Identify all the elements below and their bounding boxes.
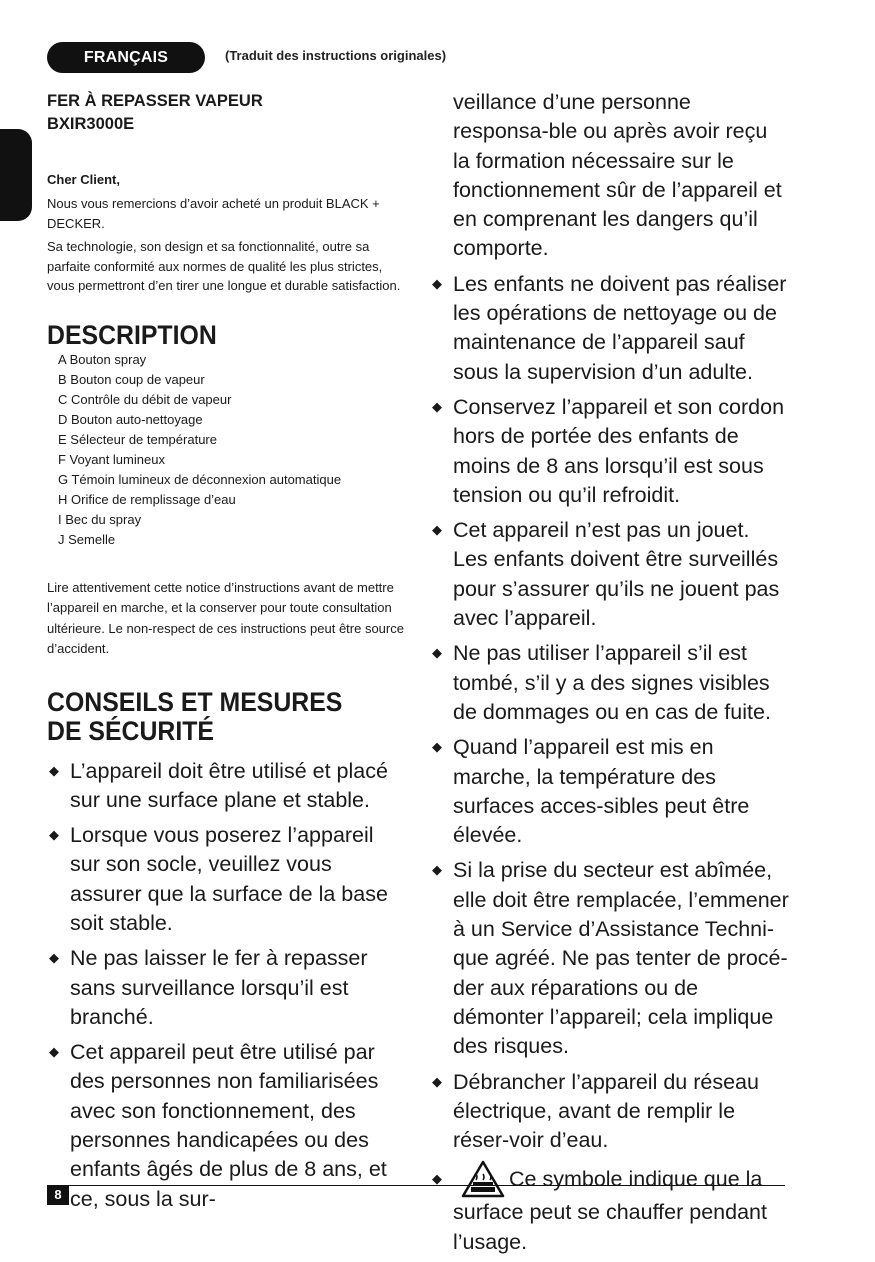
product-title: FER À REPASSER VAPEUR bbox=[47, 92, 263, 110]
description-item: A Bouton spray bbox=[58, 351, 147, 367]
language-label: FRANÇAIS bbox=[47, 42, 205, 73]
diamond-bullet-icon: ◆ bbox=[49, 950, 59, 966]
description-item: D Bouton auto-nettoyage bbox=[58, 411, 203, 427]
right-column bbox=[430, 88, 790, 1262]
safety-item: ◆ L’appareil doit être utilisé et placé sur une surface plane et stable. bbox=[47, 756, 407, 816]
diamond-bullet-icon: ◆ bbox=[49, 1044, 59, 1060]
diamond-bullet-icon: ◆ bbox=[432, 645, 442, 661]
description-item: I Bec du spray bbox=[58, 511, 142, 527]
safety-item-hot-surface: ◆ Ce symbole indique que la surface peut se chauffer pendant l’usage. bbox=[430, 1160, 790, 1257]
safety-item: ◆ Cet appareil n’est pas un jouet. Les enfants doivent être surveillés pour s’assurer qu’ils ne jouent pas avec l’appareil. bbox=[430, 515, 790, 633]
diamond-bullet-icon: ◆ bbox=[49, 827, 59, 843]
greeting: Cher Client, bbox=[47, 172, 120, 187]
safety-item: ◆ Les enfants ne doivent pas réaliser les opérations de nettoyage ou de maintenance de l’appareil sauf sous la supervision d’un adulte. bbox=[430, 269, 790, 387]
diamond-bullet-icon: ◆ bbox=[432, 1073, 442, 1089]
translation-note: (Traduit des instructions originales) bbox=[225, 48, 447, 63]
left-column bbox=[47, 90, 407, 1219]
safety-list-left bbox=[47, 756, 407, 1214]
safety-item: ◆ Débrancher l’appareil du réseau électrique, avant de remplir le réser-voir d’eau. bbox=[430, 1067, 790, 1156]
safety-item: ◆ Lorsque vous poserez l’appareil sur son socle, veuillez vous assurer que la surface de la base soit stable. bbox=[47, 820, 407, 938]
side-tab-marker bbox=[0, 129, 32, 221]
description-item: G Témoin lumineux de déconnexion automatique bbox=[58, 471, 342, 487]
hot-surface-warning-icon bbox=[461, 1160, 505, 1198]
description-list bbox=[58, 350, 407, 550]
description-heading: DESCRIPTION bbox=[47, 319, 217, 350]
description-item: E Sélecteur de température bbox=[58, 431, 217, 447]
description-item: C Contrôle du débit de vapeur bbox=[58, 391, 232, 407]
read-instructions-notice: Lire attentivement cette notice d’instructions avant de mettre l’appareil en marche, et la conserver pour toute consultation ultérieure. Le non-respect de ces instructions peut être source d’accident. bbox=[47, 579, 404, 656]
diamond-bullet-icon: ◆ bbox=[432, 1171, 442, 1187]
safety-item: ◆ Ne pas utiliser l’appareil s’il est tombé, s’il y a des signes visibles de dommages ou en cas de fuite. bbox=[430, 638, 790, 727]
diamond-bullet-icon: ◆ bbox=[432, 862, 442, 878]
safety-item: ◆ Ne pas laisser le fer à repasser sans surveillance lorsqu’il est branché. bbox=[47, 943, 407, 1032]
diamond-bullet-icon: ◆ bbox=[49, 762, 59, 778]
safety-item: ◆ Conservez l’appareil et son cordon hors de portée des enfants de moins de 8 ans lorsqu’il est sous tension ou qu’il refroidit. bbox=[430, 392, 790, 510]
description-item: J Semelle bbox=[58, 531, 116, 547]
safety-item: ◆ Si la prise du secteur est abîmée, elle doit être remplacée, l’emmener à un Service d’Assistance Techni-que agréé. Ne pas tenter de procé-der aux réparations ou de démonter l’appareil; cela implique des risques. bbox=[430, 855, 790, 1061]
safety-heading: CONSEILS ET MESURES DE SÉCURITÉ bbox=[47, 686, 343, 746]
description-item: F Voyant lumineux bbox=[58, 451, 165, 467]
safety-list-right bbox=[430, 269, 790, 1257]
page-number: 8 bbox=[47, 1185, 69, 1205]
intro-paragraph: Sa technologie, son design et sa fonctionnalité, outre sa parfaite conformité aux normes de qualité les plus strictes, vous permettront d’en tirer une longue et durable satisfaction. bbox=[47, 239, 401, 293]
diamond-bullet-icon: ◆ bbox=[432, 398, 442, 414]
description-item: B Bouton coup de vapeur bbox=[58, 371, 205, 387]
footer-divider bbox=[47, 1185, 785, 1186]
product-model: BXIR3000E bbox=[47, 115, 135, 133]
description-item: H Orifice de remplissage d’eau bbox=[58, 491, 236, 507]
diamond-bullet-icon: ◆ bbox=[432, 275, 442, 291]
safety-item: ◆ Quand l’appareil est mis en marche, la température des surfaces acces-sibles peut être élevée. bbox=[430, 732, 790, 850]
diamond-bullet-icon: ◆ bbox=[432, 739, 442, 755]
intro-paragraph: Nous vous remercions d’avoir acheté un produit BLACK + DECKER. bbox=[47, 196, 380, 231]
safety-item: ◆ Cet appareil peut être utilisé par des personnes non familiarisées avec son fonctionnement, des personnes handicapées ou des enfants âgés de plus de 8 ans, et ce, sous la sur- bbox=[47, 1037, 407, 1214]
diamond-bullet-icon: ◆ bbox=[432, 522, 442, 538]
safety-item-continuation: veillance d’une personne responsa-ble ou après avoir reçu la formation nécessaire sur le fonctionnement sûr de l’appareil et en comprenant les dangers qu’il comporte. bbox=[453, 90, 782, 261]
